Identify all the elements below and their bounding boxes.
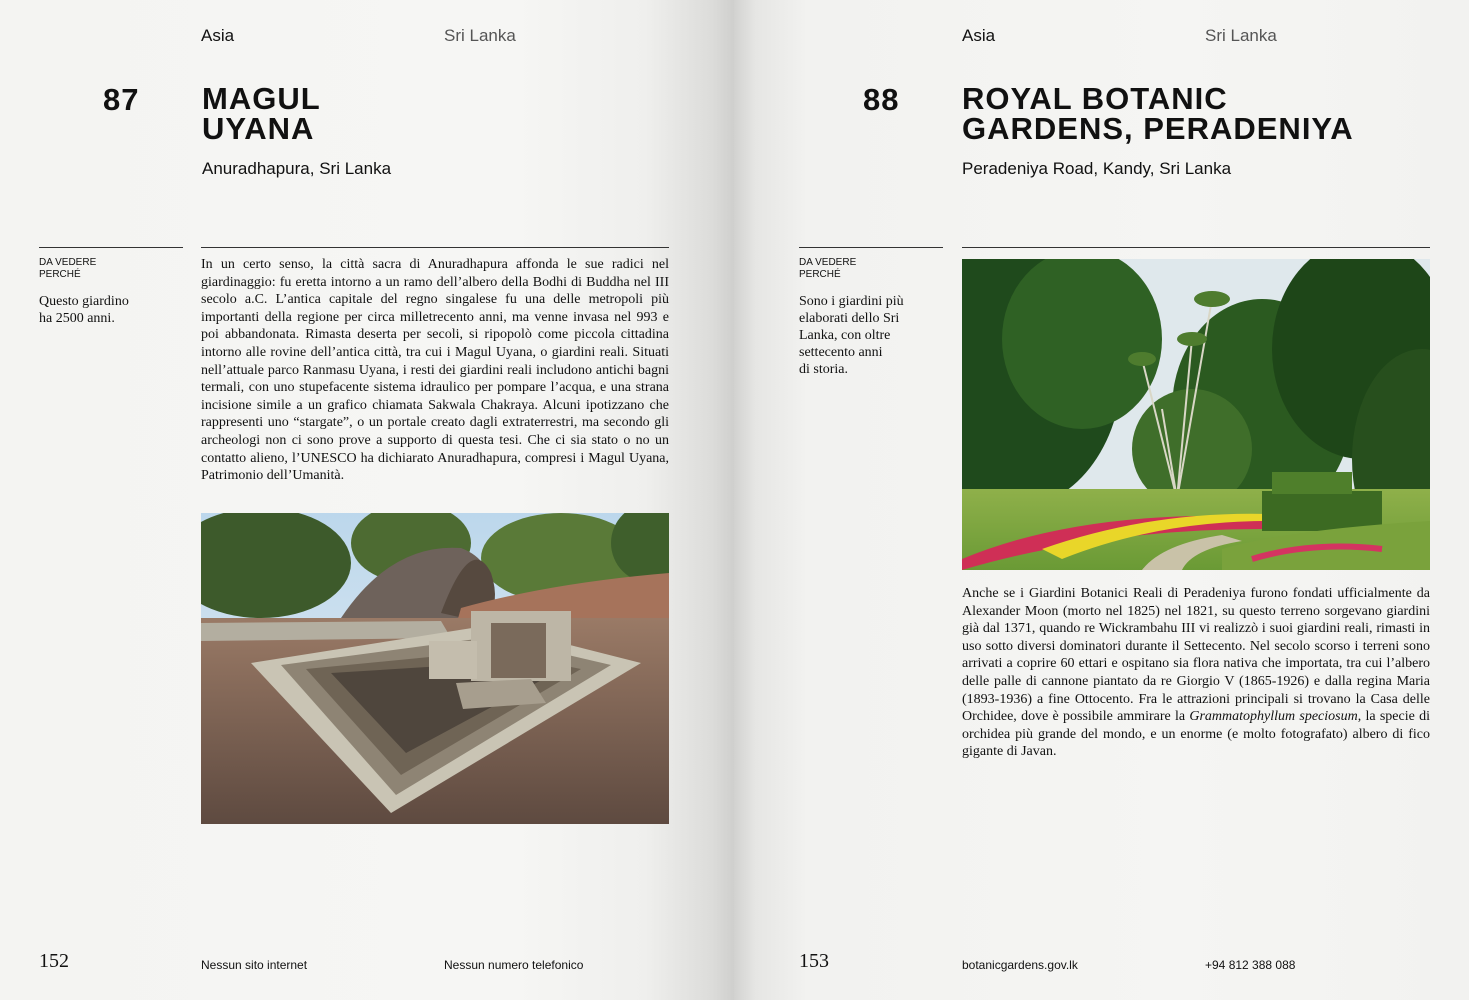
- body-text: [962, 585, 1430, 761]
- left-page: [0, 0, 734, 1000]
- body-text: In un certo senso, la città sacra di Anuradhapura affonda le sue radici nel giardinaggio: fu eretta intorno a un ramo dell’albero della Bodhi di Buddha nel III secolo a.C. L’antica capitale del regno singalese fu una delle metropoli più importanti della regione per circa milletrecento anni, ma venne invasa nel 993 e poi abbandonata. Rimasta deserta per secoli, si ripopolò come piccola cittadina intorno alle rovine dell’antica città, tra cui i Magul Uyana, o giardini reali. Situati nell’attuale parco Ranmasu Uyana, i resti dei giardini reali includono antichi bagni termali, con uno stupefacente sistema idraulico per pompare l’acqua, e una strana incisione simile a un grafico chiamata Sakwala Chakraya. Alcuni ipotizzano che rappresenti uno “stargate”, o un portale creato dagli extraterrestri, ma secondo gli archeologi non ci sono prove a supporto di questa tesi. Che ci sia stato o no un contatto alieno, l’UNESCO ha dichiarato Anuradhapura, compresi i Magul Uyana, Patrimonio dell’Umanità.: [201, 257, 669, 484]
- body-text-part2: , la specie di orchidea più grande del mondo, e un enorme (e molto fotografato) albero di fico gigante di Javan.: [962, 709, 1430, 760]
- footer-website: botanicgardens.gov.lk: [962, 958, 1078, 972]
- why-visit-line1: Sono i giardini più: [799, 294, 904, 309]
- why-visit-text: [799, 293, 904, 378]
- entry-title-line1: MAGUL: [202, 81, 321, 116]
- why-visit-heading: [39, 257, 96, 281]
- body-rule: [201, 247, 669, 248]
- entry-number: 87: [103, 82, 140, 117]
- sidebar-rule: [39, 247, 183, 248]
- entry-address: Anuradhapura, Sri Lanka: [202, 159, 392, 178]
- country-label: Sri Lanka: [444, 26, 516, 45]
- body-rule: [962, 247, 1430, 248]
- why-visit-line2: ha 2500 anni.: [39, 311, 115, 326]
- why-visit-heading-line2: PERCHÉ: [39, 269, 81, 280]
- footer-phone: Nessun numero telefonico: [444, 958, 584, 972]
- why-visit-heading-line2: PERCHÉ: [799, 269, 841, 280]
- why-visit-heading: [799, 257, 856, 281]
- orchid-species-name: Grammatophyllum speciosum: [1189, 709, 1358, 725]
- why-visit-heading-line1: DA VEDERE: [799, 257, 857, 268]
- page-number: 152: [39, 950, 69, 972]
- why-visit-heading-line1: DA VEDERE: [39, 257, 97, 268]
- entry-title: [962, 81, 1354, 146]
- entry-title-line2: GARDENS, PERADENIYA: [962, 111, 1354, 146]
- sidebar-rule: [799, 247, 943, 248]
- entry-title-line2: UYANA: [202, 111, 315, 146]
- region-label: Asia: [962, 26, 996, 45]
- why-visit-text: [39, 293, 129, 327]
- region-label: Asia: [201, 26, 235, 45]
- page-number: 153: [799, 950, 829, 972]
- magul-uyana-photo: [201, 513, 669, 824]
- footer-phone: +94 812 388 088: [1205, 958, 1296, 972]
- botanic-gardens-photo: [962, 259, 1430, 570]
- entry-address: Peradeniya Road, Kandy, Sri Lanka: [962, 159, 1232, 178]
- why-visit-line1: Questo giardino: [39, 294, 129, 309]
- footer-website: Nessun sito internet: [201, 958, 308, 972]
- entry-number: 88: [863, 82, 900, 117]
- right-page: [734, 0, 1469, 1000]
- entry-title: [202, 81, 321, 146]
- why-visit-line4: settecento anni: [799, 345, 883, 360]
- why-visit-line2: elaborati dello Sri: [799, 311, 900, 326]
- country-label: Sri Lanka: [1205, 26, 1277, 45]
- body-text-part1: Anche se i Giardini Botanici Reali di Peradeniya furono fondati ufficialmente da Alexander Moon (morto nel 1825) nel 1821, su questo terreno sorgevano giardini già dal 1371, quando re Wickrambahu III vi realizzò i suoi giardini reali, rimasti in uso sotto diversi dominatori durante il Settecento. Nel secolo scorso i terreni sono arrivati a coprire 60 ettari e ospitano sia flora nativa che importata, tra cui l’albero delle palle di cannone piantato da re Giorgio V (1865-1926) e dalla regina Maria (1893-1936) a fine Ottocento. Fra le attrazioni principali si trovano la Casa delle Orchidee, dove è possibile ammirare la: [962, 586, 1430, 725]
- why-visit-line5: di storia.: [799, 362, 848, 377]
- why-visit-line3: Lanka, con oltre: [799, 328, 891, 343]
- entry-title-line1: ROYAL BOTANIC: [962, 81, 1228, 116]
